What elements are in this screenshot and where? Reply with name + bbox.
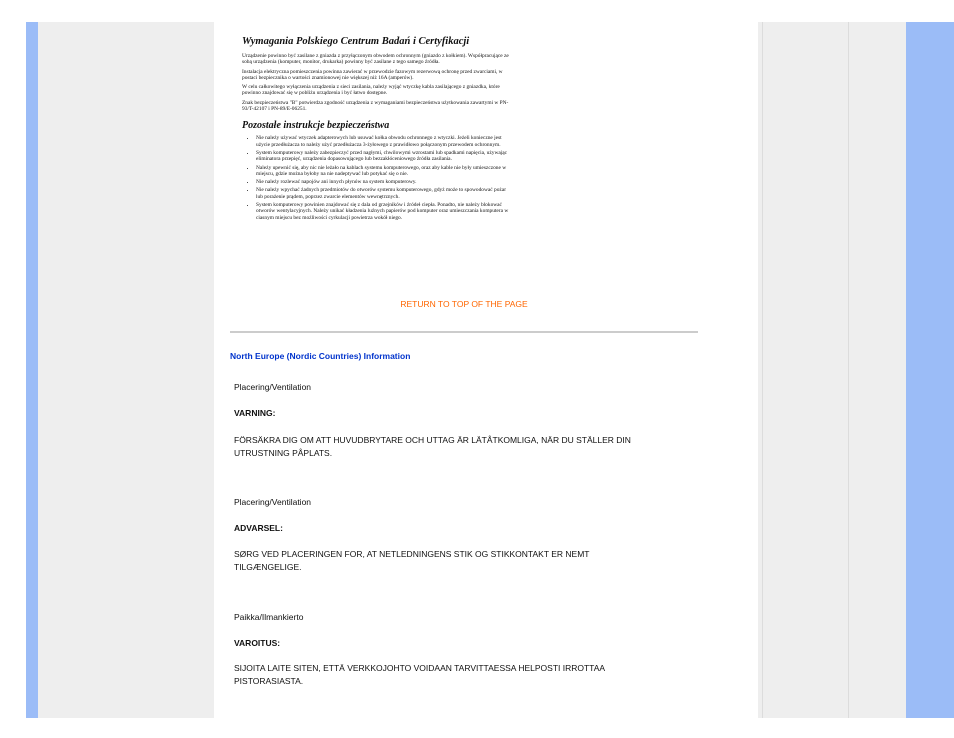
right-margin-panel xyxy=(758,22,906,718)
warning-text: FÖRSÄKRA DIG OM ATT HUVUDBRYTARE OCH UTTAG ÄR LÄTÅTKOMLIGA, NÄR DU STÄLLER DIN UTRUSTNING PÅPLATS. xyxy=(234,435,631,458)
scan-bullet: • Nie należy rozlewać napojów ani innych płynów na system komputerowy. xyxy=(256,179,514,185)
block-label: Placering/Ventilation xyxy=(234,497,312,507)
scan-bullet: • System komputerowy należy zabezpieczyć przed nagłymi, chwilowymi wzrostami lub spadkami napięcia, używając eliminatora przepięć, urządzenia dopasowującego lub bezzakłóceniowego źródła zasilania. xyxy=(256,150,514,163)
return-to-top-link[interactable]: RETURN TO TOP OF THE PAGE xyxy=(400,299,528,309)
scan-bullet: • System komputerowy powinien znajdować się z dala od grzejników i źródeł ciepła. Ponadto, nie należy blokować otworów wentylacyjnych. Należy unikać kładzenia luźnych papierów pod komputer oraz umieszczania komputera w ciasnym miejscu bez możliwości cyrkulacji powietrza wokół niego. xyxy=(256,202,514,221)
scanned-polish-certification-image xyxy=(242,36,514,223)
scan-paragraph: W celu całkowitego wyłączenia urządzenia z sieci zasilania, należy wyjąć wtyczkę kabla zasilającego z gniazdka, które powinno znajdować się w pobliżu urządzenia i być łatwo dostępne. xyxy=(242,84,500,97)
block-label: Paikka/Ilmankierto xyxy=(234,612,304,622)
scan-bullet: • Nie należy używać wtyczek adapterowych lub usuwać kołka obwodu ochronnego z wtyczki. Jeżeli konieczne jest użycie przedłużacza to należy użyć przedłużacza 3-żyłowego z prawidłowo połączonym przewodem ochronnym. xyxy=(256,135,514,148)
scan-title: Wymagania Polskiego Centrum Badań i Certyfikacji xyxy=(242,36,470,47)
scan-bullet: • Nie należy wpychać żadnych przedmiotów do otworów systemu komputerowego, gdyż może to spowodować pożar lub porażenie prądem, poprzez zwarcie elementów wewnętrznych. xyxy=(256,187,514,200)
warning-label: ADVARSEL: xyxy=(234,523,283,533)
section-heading: North Europe (Nordic Countries) Information xyxy=(230,351,411,361)
left-accent-band xyxy=(26,22,38,718)
scan-bullet: • Należy upewnić się, aby nic nie leżało na kablach systemu komputerowego, oraz aby kable nie były umieszczone w miejscu, gdzie można byłoby na nie nadeptywać lub potykać się o nie. xyxy=(256,165,514,178)
horizontal-rule xyxy=(230,331,698,333)
warning-text: SØRG VED PLACERINGEN FOR, AT NETLEDNINGENS STIK OG STIKKONTAKT ER NEMT TILGÆNGELIGE. xyxy=(234,549,590,572)
scan-paragraph: Urządzenie powinno być zasilane z gniazda z przyłączonym obwodem ochronnym (gniazdo z kołkiem). Współpracujące ze sobą urządzenia (komputer, monitor, drukarka) powinny być zasilane z tego samego źródła. xyxy=(242,53,509,66)
right-divider xyxy=(762,22,763,718)
warning-label: VARNING: xyxy=(234,408,276,418)
left-margin-panel xyxy=(38,22,214,718)
scan-bullet-list xyxy=(242,135,514,221)
scan-paragraph: Znak bezpieczeństwa "B" potwierdza zgodność urządzenia z wymaganiami bezpieczeństwa użytkowania zawartymi w PN-93/T-42107 i PN-89/E-06251. xyxy=(242,99,509,113)
scan-subtitle: Pozostałe instrukcje bezpieczeństwa xyxy=(242,120,390,132)
warning-text: SIJOITA LAITE SITEN, ETTÄ VERKKOJOHTO VOIDAAN TARVITTAESSA HELPOSTI IRROTTAA PISTORASIASTA. xyxy=(234,663,605,686)
right-accent-band xyxy=(906,22,954,718)
right-divider xyxy=(848,22,849,718)
block-label: Placering/Ventilation xyxy=(234,382,312,392)
warning-label: VAROITUS: xyxy=(234,638,281,648)
scan-paragraph: Instalacja elektryczna pomieszczenia powinna zawierać w przewodzie fazowym rezerwową ochronę przed zwarciami, w postaci bezpiecznika o wartości znamionowej nie większej niż 16A (amperów). xyxy=(242,68,503,81)
